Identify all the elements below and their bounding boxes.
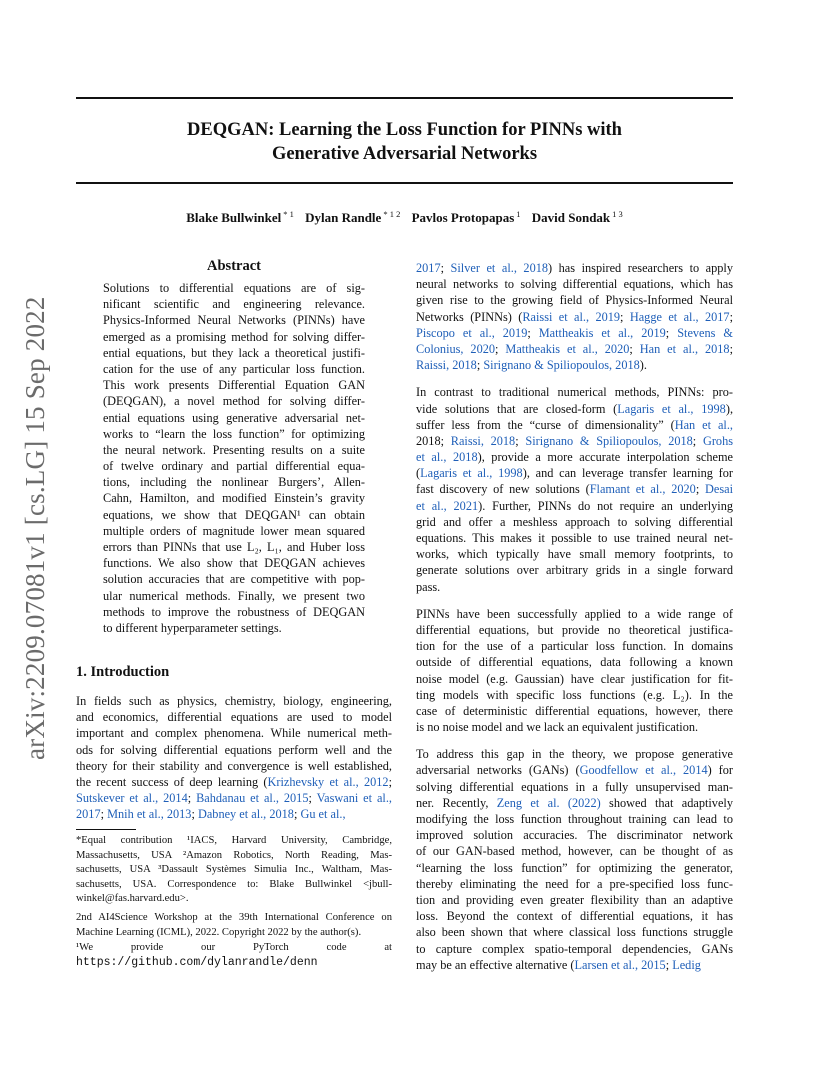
body-line: pass. <box>416 579 441 594</box>
author-list <box>76 209 733 226</box>
title-bottom-rule <box>76 182 733 184</box>
body-line: thereby eliminating the need for a pre-specified loss func- <box>416 876 733 891</box>
abstract-line: Cahn, Hamilton, and modified Einstein’s gravity <box>103 491 365 506</box>
abstract-line: nificant scientific and engineering relevance. <box>103 297 365 312</box>
body-line: differential equations, but provide no theoretical justifica- <box>416 622 733 637</box>
abstract-line: equations, we show that DEQGAN¹ can obtain <box>103 507 365 522</box>
footnote-rule <box>76 829 136 830</box>
workshop-footnote <box>76 911 392 940</box>
abstract-line: ular numerical methods. Finally, we present two <box>103 588 365 603</box>
code-footnote <box>76 941 392 970</box>
footnote-line: *Equal contribution ¹IACS, Harvard University, Cambridge, <box>76 835 392 846</box>
footnote-line: Massachusetts, USA ²Amazon Robotics, North Reading, Mas- <box>76 849 392 861</box>
body-line: adversarial networks (GANs) (Goodfellow et al., 2014) for <box>416 763 733 778</box>
abstract-line: Solutions to differential equations are of sig- <box>103 281 365 295</box>
author: Pavlos Protopapas $^1$ <box>411 209 521 225</box>
paper-title <box>76 118 733 166</box>
body-line: tion for the use of a particular loss function. In domains <box>416 639 733 654</box>
abstract-line: of twelve ordinary and partial differential equa- <box>103 459 365 474</box>
intro-line: 2017; Mnih et al., 2013; Dabney et al., 2018; Gu et al., <box>76 807 346 822</box>
body-line: “learning the loss function” for optimizing the generator, <box>416 860 733 875</box>
footnote-line: sachusetts, USA ³Dassault Systèmes Simulia Inc., Waltham, Mas- <box>76 864 392 876</box>
right-paragraph <box>416 384 733 594</box>
abstract-line: functions. We also show that DEQGAN achieves <box>103 556 365 571</box>
body-line: case of deterministic differential equations, however, there <box>416 703 733 718</box>
body-line: to capture complex spatio-temporal dependencies, GANs <box>416 941 733 956</box>
body-line: equations. This makes it possible to use trained neural net- <box>416 531 733 545</box>
body-line: is no noise model and we lack an equivalent justification. <box>416 720 699 735</box>
footnote-line: 2nd AI4Science Workshop at the 39th International Conference on <box>76 912 392 923</box>
body-line: Raissi, 2018; Sirignano & Spiliopoulos, 2018). <box>416 358 647 373</box>
body-line: grid and offer a meshless approach to solving differential <box>416 514 733 529</box>
body-line: noise model (e.g. Gaussian) have clear justification for fit- <box>416 671 733 686</box>
abstract-line: methods to improve the robustness of DEQGAN <box>103 604 365 619</box>
code-repository-link[interactable]: https://github.com/dylanrandle/denn <box>76 955 318 969</box>
body-line: suffer less from the “curse of dimensionality” (Han et al., <box>416 417 733 432</box>
body-line: et al., 2018), provide a more accurate interpolation scheme <box>416 450 734 465</box>
abstract-line: tions, including the nonlinear Burgers’, Allen- <box>103 475 365 490</box>
body-line: given rise to the growing field of Physics-Informed Neural <box>416 293 733 308</box>
body-line: To address this gap in the theory, we propose generative <box>416 747 733 762</box>
body-line: Colonius, 2020; Mattheakis et al., 2020; Han et al., 2018; <box>416 341 733 356</box>
body-line: ner. Recently, Zeng et al. (2022) showed that adaptively <box>416 795 733 810</box>
abstract-line: to different hyperparameter settings. <box>103 620 282 635</box>
body-line: Networks (PINNs) (Raissi et al., 2019; Hagge et al., 2017; <box>416 309 733 324</box>
footnote-line: sachusetts, USA. Correspondence to: Blake Bullwinkel <jbull- <box>76 878 392 890</box>
code-footnote-text: ¹We provide our PyTorch code at <box>76 942 392 953</box>
abstract-line: solution accuracies that are competitive with pop- <box>103 572 365 587</box>
intro-line: the recent success of deep learning (Krizhevsky et al., 2012; <box>76 774 392 789</box>
intro-line: ods for solving differential equations perform well and the <box>76 742 392 757</box>
footnote-line: Machine Learning (ICML), 2022. Copyright 2022 by the author(s). <box>76 926 362 938</box>
body-line: also been shown that where classical loss functions struggle <box>416 925 733 940</box>
body-line: ting models with specific loss functions (e.g. L₂). In the <box>416 687 733 702</box>
title-line: DEQGAN: Learning the Loss Function for PINNs with <box>187 120 622 140</box>
intro-line: theory for their stability and convergence is well established, <box>76 758 392 773</box>
intro-line: important and complex phenomena. While numerical meth- <box>76 726 392 741</box>
title-top-rule <box>76 97 733 99</box>
author: Blake Bullwinkel $^{* 1}$ <box>186 209 294 225</box>
abstract-line: (DEQGAN), a novel method for solving differ- <box>103 394 365 409</box>
body-line: loss. Beyond the context of differential equations, it has <box>416 909 733 924</box>
intro-line: In fields such as physics, chemistry, biology, engineering, <box>76 694 392 708</box>
abstract-line: the neural network. Presenting results on a suite <box>103 442 365 457</box>
body-line: et al., 2021). Further, PINNs do not require an underlying <box>416 498 734 513</box>
right-paragraph <box>416 606 733 736</box>
right-column-body <box>416 260 733 984</box>
abstract-line: errors than PINNs that use L₂, L₁, and Huber loss <box>103 540 365 554</box>
body-line: works, which typically have small memory footprints, to <box>416 547 733 562</box>
abstract-line: Physics-Informed Neural Networks (PINNs) have <box>103 313 365 328</box>
title-line: Generative Adversarial Networks <box>271 144 538 164</box>
affiliation-footnote <box>76 834 392 907</box>
body-line: 2018; Raissi, 2018; Sirignano & Spiliopoulos, 2018; Grohs <box>416 433 734 448</box>
author: Dylan Randle $^{* 1 2}$ <box>305 209 401 225</box>
body-line: Piscopo et al., 2019; Mattheakis et al., 2019; Stevens & <box>416 325 733 340</box>
introduction-body <box>76 693 392 823</box>
body-line: outside of differential equations, data following a known <box>416 655 733 670</box>
body-line: vide solutions that are closed-form (Lagaris et al., 1998), <box>416 401 734 416</box>
body-line: In contrast to traditional numerical methods, PINNs: pro- <box>416 385 733 400</box>
abstract-line: multiple orders of magnitude lower mean squared <box>103 523 365 538</box>
abstract-line: works to “learn the loss function” for optimizing <box>103 426 365 441</box>
body-line: generate solutions over arbitrary grids in a single forward <box>416 563 733 578</box>
body-line: fast discovery of new solutions (Flamant et al., 2020; Desai <box>416 482 734 497</box>
author: David Sondak $^{1 3}$ <box>531 209 623 225</box>
body-line: improved solution accuracies. The discriminator network <box>416 828 733 843</box>
arxiv-identifier-stamp: arXiv:2209.07081v1 [cs.LG] 15 Sep 2022 <box>20 296 50 760</box>
abstract-line: cation for the use of any particular loss function. <box>103 361 365 376</box>
intro-line: Sutskever et al., 2014; Bahdanau et al., 2015; Vaswani et al., <box>76 791 392 806</box>
abstract-line: This work presents Differential Equation GAN <box>103 378 365 393</box>
body-line: of our GAN-based method, however, can be thought of as <box>416 844 733 859</box>
right-paragraph <box>416 746 733 973</box>
body-line: (Lagaris et al., 1998), and can leverage transfer learning for <box>416 466 733 481</box>
body-line: 2017; Silver et al., 2018) has inspired researchers to apply <box>416 261 733 275</box>
abstract-line: emerged as a promising method for solving differ- <box>103 329 365 344</box>
right-paragraph <box>416 260 733 373</box>
abstract-line: ential equations, but they lack a theoretical justifi- <box>103 345 365 360</box>
body-line: neural networks to solving differential equations, which has <box>416 277 733 292</box>
introduction-heading: 1. Introduction <box>76 664 170 680</box>
footnote-line: winkel@fas.harvard.edu>. <box>76 893 189 905</box>
abstract-body <box>103 280 365 636</box>
body-line: modifying the loss function throughout training can lead to <box>416 812 733 826</box>
body-line: solving differential equations in a fully unsupervised man- <box>416 779 733 794</box>
intro-line: and economics, differential equations are used to model <box>76 710 392 725</box>
body-line: tion and providing even greater flexibility than an adaptive <box>416 892 733 907</box>
abstract-line: ential equations using generative adversarial net- <box>103 410 365 425</box>
body-line: may be an effective alternative (Larsen et al., 2015; Ledig <box>416 957 701 972</box>
abstract-heading: Abstract <box>207 258 261 274</box>
body-line: PINNs have been successfully applied to a wide range of <box>416 606 733 621</box>
